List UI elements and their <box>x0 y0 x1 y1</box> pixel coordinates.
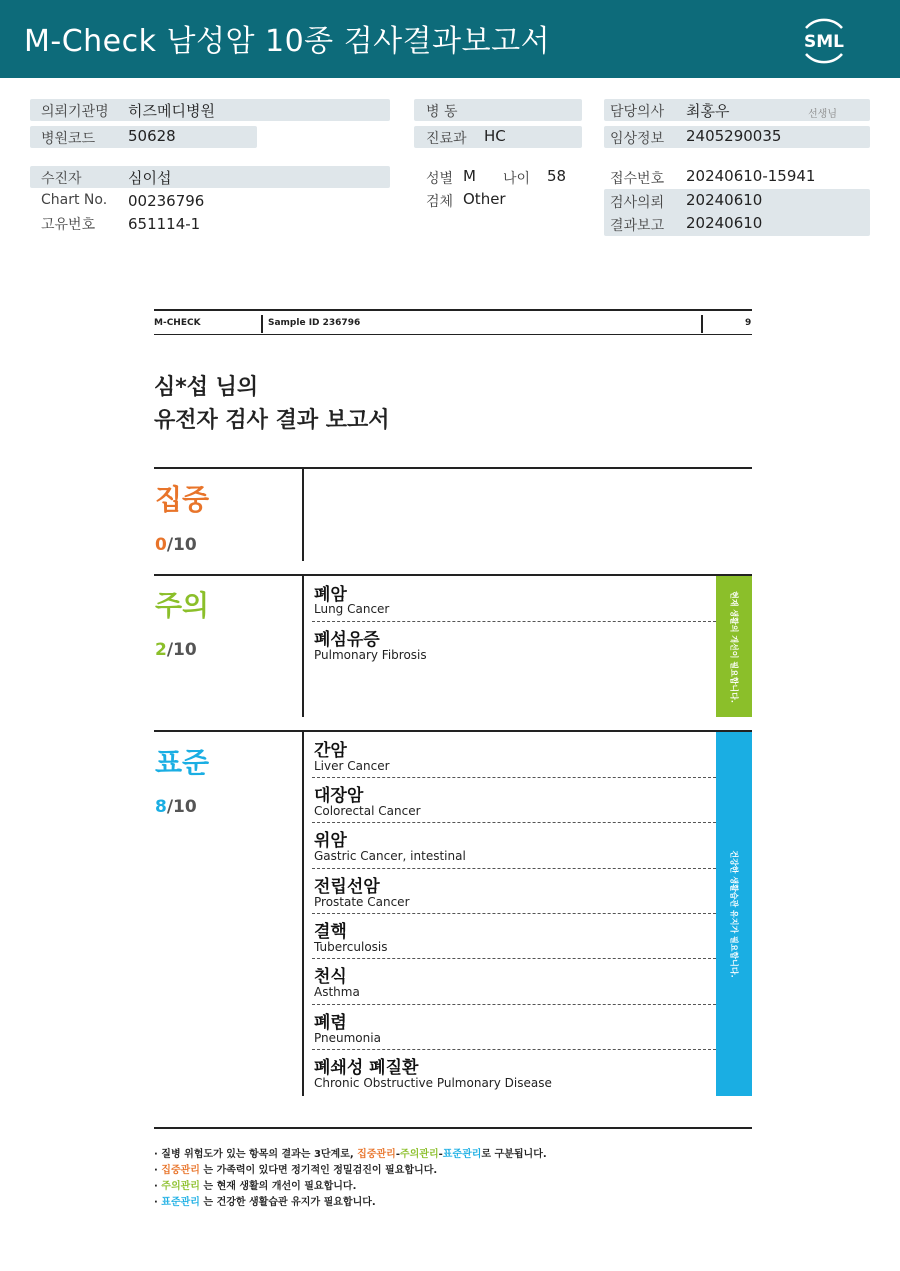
disease-name-ko: 위암 <box>314 831 347 851</box>
caution-section-line <box>154 574 752 576</box>
note-text: 는 건강한 생활습관 유지가 필요합니다. <box>203 1197 376 1208</box>
disease-name-en: Tuberculosis <box>314 940 388 954</box>
disease-name-ko: 결핵 <box>314 922 347 942</box>
standard-side-bar <box>716 732 752 1096</box>
report-title-line1: 심*섭 님의 <box>154 375 259 400</box>
item-divider <box>312 868 716 869</box>
note-text: 질병 위험도가 있는 항목의 결과는 3단계로, <box>161 1149 358 1160</box>
doctor-suffix: 선생님 <box>808 109 837 120</box>
note-term-focus: 집중관리 <box>161 1165 200 1176</box>
focus-total: /10 <box>166 535 197 555</box>
note-line-2 <box>154 1161 437 1176</box>
item-divider <box>312 958 716 959</box>
report-date-label: 결과보고 <box>610 218 665 234</box>
specimen-label: 검체 <box>426 194 454 210</box>
disease-name-ko: 전립선암 <box>314 877 380 897</box>
doctor-label: 담당의사 <box>610 104 665 120</box>
request-value: 20240610 <box>686 191 763 209</box>
report-date-value: 20240610 <box>686 214 763 232</box>
item-divider <box>312 621 716 622</box>
note-line-4 <box>154 1193 376 1208</box>
report-meta-line <box>154 334 752 335</box>
clinical-label: 임상정보 <box>610 131 665 147</box>
standard-count: 8 <box>155 797 167 817</box>
item-divider <box>312 913 716 914</box>
disease-name-en: Prostate Cancer <box>314 895 410 909</box>
age-label: 나이 <box>503 171 531 187</box>
page-number: 9 <box>745 318 752 328</box>
disease-name-ko: 천식 <box>314 967 347 987</box>
caution-score <box>155 640 197 660</box>
sml-logo-icon <box>796 12 852 68</box>
note-text: 는 가족력이 있다면 정기적인 정밀검진이 필요합니다. <box>203 1165 438 1176</box>
focus-section-name: 집중 <box>155 483 210 516</box>
focus-count: 0 <box>155 535 167 555</box>
age-value: 58 <box>547 167 567 185</box>
dept-value: HC <box>484 127 506 145</box>
patient-field <box>30 166 390 188</box>
report-title-line2: 유전자 검사 결과 보고서 <box>154 408 390 433</box>
hospital-code-label: 병원코드 <box>41 131 96 147</box>
patient-value: 심이섭 <box>128 169 172 187</box>
specimen-value: Other <box>463 190 506 208</box>
note-bullet: · <box>154 1197 158 1208</box>
sample-id: Sample ID 236796 <box>268 318 361 328</box>
disease-name-en: Gastric Cancer, intestinal <box>314 849 466 863</box>
item-divider <box>312 777 716 778</box>
sex-label: 성별 <box>426 171 454 187</box>
disease-name-ko: 폐쇄성 폐질환 <box>314 1058 419 1078</box>
item-divider <box>312 1049 716 1050</box>
patient-label: 수진자 <box>41 171 82 187</box>
disease-name-ko: 폐섬유증 <box>314 630 380 650</box>
dept-label: 진료과 <box>426 131 467 147</box>
caution-section-divider <box>302 576 304 717</box>
caution-count: 2 <box>155 640 167 660</box>
meta-separator <box>261 315 263 333</box>
clinical-value: 2405290035 <box>686 127 782 145</box>
id-label: 고유번호 <box>41 217 96 233</box>
hospital-label: 의뢰기관명 <box>41 104 109 120</box>
chart-value: 00236796 <box>128 192 205 210</box>
caution-side-bar <box>716 576 752 717</box>
note-term-standard: 표준관리 <box>442 1149 482 1160</box>
report-brand: M-CHECK <box>154 318 201 328</box>
disease-name-en: Pulmonary Fibrosis <box>314 648 427 662</box>
sex-value: M <box>463 167 476 185</box>
caution-total: /10 <box>166 640 197 660</box>
disease-name-en: Pneumonia <box>314 1031 381 1045</box>
note-bullet: · <box>154 1181 158 1192</box>
standard-section-divider <box>302 732 304 1096</box>
focus-score <box>155 535 197 555</box>
item-divider <box>312 822 716 823</box>
note-term-caution: 주의관리 <box>399 1149 439 1160</box>
id-value: 651114-1 <box>128 215 201 233</box>
doctor-value: 최홍우 <box>686 102 730 120</box>
standard-section-name: 표준 <box>155 746 210 779</box>
standard-total: /10 <box>166 797 197 817</box>
disease-name-en: Colorectal Cancer <box>314 804 421 818</box>
standard-side-text: 건강한 생활습관 유지가 필요합니다. <box>729 850 739 978</box>
disease-name-ko: 간암 <box>314 741 347 761</box>
note-line-3 <box>154 1177 356 1192</box>
meta-separator <box>701 315 703 333</box>
note-term-standard: 표준관리 <box>161 1197 200 1208</box>
note-dash: - <box>395 1149 400 1160</box>
note-line-1 <box>154 1145 547 1160</box>
request-label: 검사의뢰 <box>610 195 665 211</box>
disease-name-en: Asthma <box>314 985 360 999</box>
disease-name-en: Lung Cancer <box>314 602 390 616</box>
hospital-code-value: 50628 <box>128 127 176 145</box>
report-top-line <box>154 309 752 311</box>
note-dash: - <box>438 1149 443 1160</box>
receipt-label: 접수번호 <box>610 171 665 187</box>
note-term-caution: 주의관리 <box>161 1181 200 1192</box>
note-bullet: · <box>154 1165 158 1176</box>
focus-section-divider <box>302 469 304 561</box>
ward-label: 병 동 <box>426 104 458 120</box>
disease-name-en: Chronic Obstructive Pulmonary Disease <box>314 1076 552 1090</box>
report-header <box>0 0 900 78</box>
standard-score <box>155 797 197 817</box>
caution-side-text: 현재 생활의 개선이 필요합니다. <box>729 590 739 703</box>
disease-name-en: Liver Cancer <box>314 759 390 773</box>
receipt-value: 20240610-15941 <box>686 167 816 185</box>
caution-section-name: 주의 <box>155 589 210 622</box>
hospital-value: 히즈메디병원 <box>128 102 215 120</box>
logo-text: SML <box>804 32 844 52</box>
note-term-focus: 집중관리 <box>357 1149 396 1160</box>
item-divider <box>312 1004 716 1005</box>
standard-section-line <box>154 730 752 732</box>
chart-label: Chart No. <box>41 192 108 208</box>
note-bullet: · <box>154 1149 158 1160</box>
notes-top-line <box>154 1127 752 1129</box>
report-title: M-Check 남성암 10종 검사결과보고서 <box>24 24 551 59</box>
disease-name-ko: 폐암 <box>314 585 347 605</box>
disease-name-ko: 폐렴 <box>314 1013 347 1033</box>
focus-section-line <box>154 467 752 469</box>
note-text: 로 구분됩니다. <box>481 1149 547 1160</box>
note-text: 는 현재 생활의 개선이 필요합니다. <box>203 1181 357 1192</box>
disease-name-ko: 대장암 <box>314 786 364 806</box>
